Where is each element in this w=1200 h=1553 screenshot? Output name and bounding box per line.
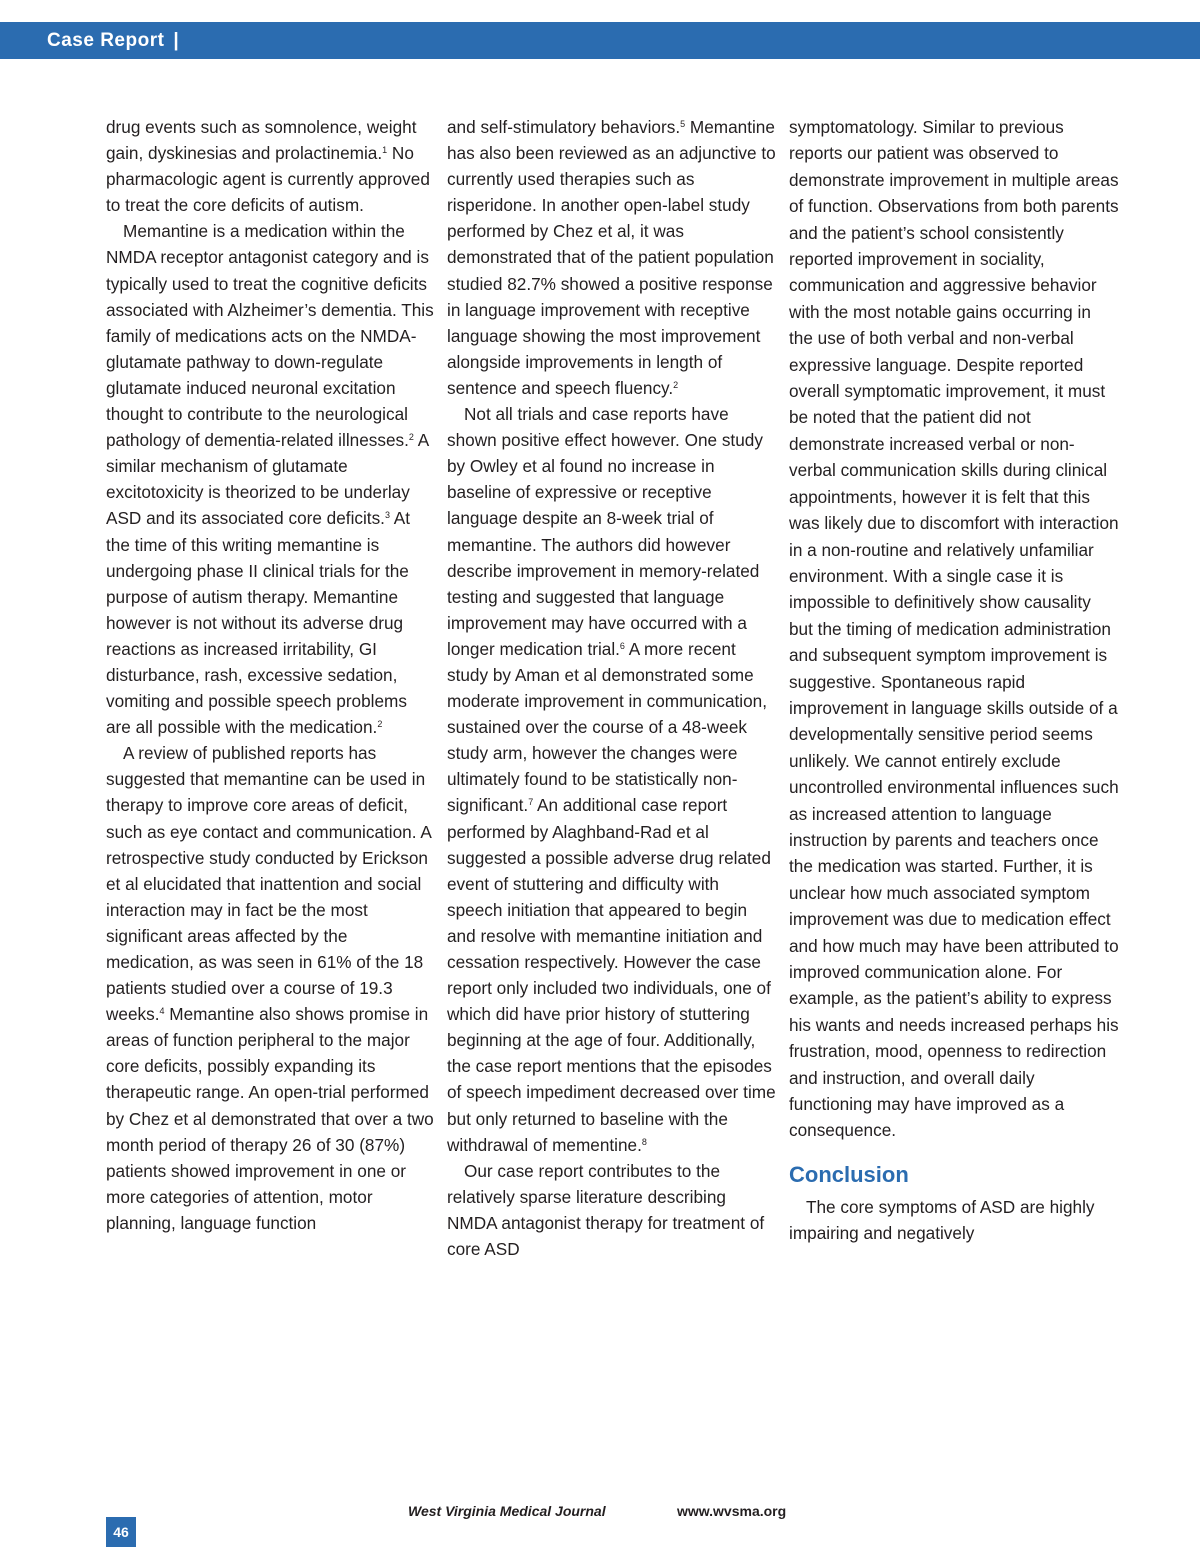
section-heading: Conclusion xyxy=(789,1161,909,1187)
body-paragraph xyxy=(106,218,436,740)
text-run: At the time of this writing memantine is undergoing phase II clinical trials for the purpose of autism therapy. Memantine however is not without its adverse drug reactions as increased irritability, GI disturbance, rash, excessive sedation, vomiting and possible speech problems are all possible with the medication. xyxy=(106,508,411,738)
text-run: A review of published reports has suggested that memantine can be used in therapy to improve core areas of deficit, such as eye contact and communication. A retrospective study conducted by Erickson et al elucidated that inattention and social interaction may in fact be the most significant areas affected by the medication, as was seen in 61% of the 18 patients studied over a course of 19.3 weeks. xyxy=(106,743,431,1025)
reference-superscript: 2 xyxy=(408,432,414,443)
text-run: Memantine has also been reviewed as an adjunctive to currently used therapies such as risperidone. In another open-label study performed by Chez et al, it was demonstrated that of the patient population studied 82.7% showed a positive response in language improvement with receptive language showing the most improvement alongside improvements in length of sentence and speech fluency. xyxy=(447,117,776,398)
reference-superscript: 2 xyxy=(673,379,679,390)
reference-superscript: 7 xyxy=(528,797,534,808)
reference-superscript: 5 xyxy=(680,119,686,129)
text-run: Not all trials and case reports have shown positive effect however. One study by Owley et al found no increase in baseline of expressive or receptive language despite an 8-week trial of memantine. The authors did however describe improvement in memory-related testing and suggested that language improvement may have occurred with a longer medication trial. xyxy=(447,404,763,659)
body-paragraph xyxy=(106,740,436,1236)
header-bar xyxy=(0,22,1200,59)
reference-superscript: 2 xyxy=(377,719,383,730)
text-run: No pharmacologic agent is currently approved to treat the core deficits of autism. xyxy=(106,143,430,216)
text-run: A similar mechanism of glutamate excitotoxicity is theorized to be underlay ASD and its associated core deficits. xyxy=(106,430,429,529)
text-run: and self-stimulatory behaviors. xyxy=(447,117,681,137)
reference-superscript: 6 xyxy=(619,640,625,651)
journal-name: West Virginia Medical Journal xyxy=(408,1503,606,1519)
text-column-1 xyxy=(106,114,436,1236)
body-paragraph xyxy=(789,114,1119,1144)
body-paragraph xyxy=(789,1194,1119,1247)
text-run: Memantine also shows promise in areas of function peripheral to the major core deficits, possibly expanding its therapeutic range. An open-trial performed by Chez et al demonstrated that over a two month period of therapy 26 of 30 (87%) patients showed improvement in one or more categories of attention, motor planning, language function xyxy=(106,1004,434,1233)
text-run: Our case report contributes to the relatively sparse literature describing NMDA antagonist therapy for treatment of core ASD xyxy=(447,1160,765,1260)
text-run: drug events such as somnolence, weight gain, dyskinesias and prolactinemia. xyxy=(106,117,417,164)
body-paragraph xyxy=(447,401,777,1158)
reference-superscript: 8 xyxy=(641,1136,647,1147)
page-number: 46 xyxy=(106,1517,136,1547)
text-column-3 xyxy=(789,114,1119,1247)
body-paragraph xyxy=(447,114,777,401)
header-separator: | xyxy=(173,30,180,51)
body-paragraph xyxy=(447,1158,777,1262)
journal-website[interactable]: www.wvsma.org xyxy=(677,1503,787,1519)
reference-superscript: 3 xyxy=(384,510,390,521)
text-run: A more recent study by Aman et al demonstrated some moderate improvement in communication, sustained over the course of a 48-week study arm, however the changes were ultimately found to be statistically non-significant. xyxy=(447,638,768,816)
body-paragraph xyxy=(106,114,436,218)
text-run: Memantine is a medication within the NMDA receptor antagonist category and is typically used to treat the cognitive deficits associated with Alzheimer’s dementia. This family of medications acts on the NMDA-glutamate pathway to down-regulate glutamate induced neuronal excitation thought to contribute to the neurological pathology of dementia-related illnesses. xyxy=(106,221,434,451)
text-run: symptomatology. Similar to previous reports our patient was observed to demonstrate improvement in multiple areas of function. Observations from both parents and the patient’s school consistently reported improvement in sociality, communication and aggressive behavior with the most notable gains occurring in the use of both verbal and non-verbal expressive language. Despite reported overall symptomatic improvement, it must be noted that the patient did not demonstrate increased verbal or non-verbal communication skills during clinical appointments, however it is felt that this was likely due to discomfort with interaction in a non-routine and relatively unfamiliar environment. With a single case it is impossible to definitively show causality but the timing of medication administration and subsequent symptom improvement is suggestive. Spontaneous rapid improvement in language skills outside of a developmentally sensitive period seems unlikely. We cannot entirely exclude uncontrolled environmental influences such as increased attention to language instruction by parents and teachers once the medication was started. Further, it is unclear how much associated symptom improvement was due to medication effect and how much may have been attributed to improved communication alone. For example, as the patient’s ability to express his wants and needs increased perhaps his frustration, mood, openness to redirection and instruction, and overall daily functioning may have improved as a consequence. xyxy=(789,117,1119,1141)
section-label xyxy=(47,22,179,59)
reference-superscript: 1 xyxy=(382,145,388,156)
text-column-2 xyxy=(447,114,777,1262)
text-run: An additional case report performed by Alaghband-Rad et al suggested a possible adverse drug related event of stuttering and difficulty with speech initiation that appeared to begin and resolve with memantine initiation and cessation respectively. However the case report only included two individuals, one of which did have prior history of stuttering beginning at the age of four. Additionally, the case report mentions that the episodes of speech impediment decreased over time but only returned to baseline with the withdrawal of mementine. xyxy=(447,795,776,1155)
section-title: Case Report xyxy=(47,30,165,51)
reference-superscript: 4 xyxy=(159,1006,165,1017)
text-run: The core symptoms of ASD are highly impairing and negatively xyxy=(789,1196,1095,1244)
